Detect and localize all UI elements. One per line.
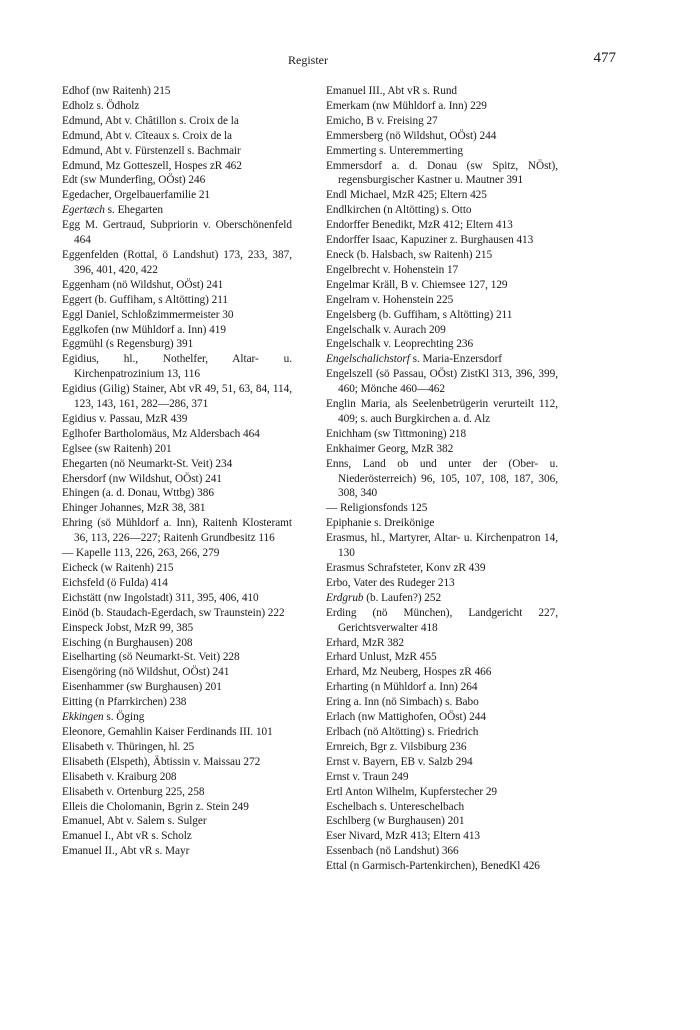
index-entry-text: Emanuel III., Abt vR s. Rund: [326, 85, 458, 97]
index-entry-text: Eggenfelden (Rottal, ö Landshut) 173, 233, 387, 396, 401, 420, 422: [62, 248, 292, 276]
index-entry-italic-term: Engelschalichstorf: [326, 353, 410, 366]
index-entry-text: Elleis die Cholomanin, Bgrin z. Stein 249: [62, 800, 249, 813]
index-entry-text: Eicheck (w Raitenh) 215: [62, 562, 174, 574]
index-entry-text: Ehring (sö Mühldorf a. Inn), Raitenh Klosteramt 36, 113, 226—227; Raitenh Grundbesitz 116: [62, 517, 292, 545]
index-entry: [326, 308, 558, 323]
index-entry: [326, 442, 558, 457]
index-entry: [62, 606, 292, 621]
index-entry-text: Egidius (Gilig) Stainer, Abt vR 49, 51, 63, 84, 114, 123, 143, 161, 282—286, 371: [62, 383, 292, 411]
index-entry: [326, 323, 558, 338]
index-entry-text: Eschelbach s. Untereschelbach: [326, 800, 465, 813]
index-entry: [326, 740, 558, 755]
index-entry: [62, 323, 292, 338]
index-entry-text: Enns, Land ob und unter der (Ober- u. Niederösterreich) 96, 105, 107, 108, 187, 306, 308, 340: [326, 457, 558, 500]
index-entry: [62, 308, 292, 323]
index-entry-text: Ehersdorf (nw Wildshut, OÖst) 241: [62, 472, 222, 485]
index-entry-text: Erasmus, hl., Martyrer, Altar- u. Kirchenpatron 14, 130: [326, 532, 558, 560]
index-entry-text: Elisabeth v. Kraiburg 208: [62, 770, 177, 783]
index-entry: [326, 844, 558, 859]
index-entry: [326, 159, 558, 189]
index-entry-text: Eschlberg (w Burghausen) 201: [326, 815, 465, 828]
index-entry: [62, 203, 292, 218]
index-entry-text: Ehegarten (nö Neumarkt-St. Veit) 234: [62, 457, 233, 470]
index-entry-text: Emanuel II., Abt vR s. Mayr: [62, 845, 190, 858]
index-entry: [62, 591, 292, 606]
index-entry: [326, 367, 558, 397]
index-entry: [326, 501, 558, 516]
index-entry: [62, 785, 292, 800]
index-entry-text: Eisenhammer (sw Burghausen) 201: [62, 681, 222, 694]
index-entry: [62, 84, 292, 99]
index-entry-italic-term: Egertæch: [62, 204, 105, 217]
index-entry-text: Eichstätt (nw Ingolstadt) 311, 395, 406, 410: [62, 591, 259, 604]
index-entry-text: s. Ehegarten: [104, 204, 163, 217]
index-entry: [326, 278, 558, 293]
index-entry: [62, 621, 292, 636]
index-entry: [326, 785, 558, 800]
page-number: 477: [593, 50, 616, 66]
index-entry: [62, 695, 292, 710]
index-entry-text: Eisching (n Burghausen) 208: [62, 636, 193, 649]
index-entry-text: Elisabeth v. Ortenburg 225, 258: [62, 785, 205, 798]
index-entry-text: Egedacher, Orgelbauerfamilie 21: [62, 189, 211, 202]
index-entry: [62, 293, 292, 308]
index-entry: [326, 203, 558, 218]
index-entry-text: Erlach (nw Mattighofen, OÖst) 244: [326, 711, 486, 724]
index-entry: [62, 173, 292, 188]
index-entry: [62, 576, 292, 591]
index-entry: [62, 561, 292, 576]
index-entry-text: Enichham (sw Tittmoning) 218: [326, 427, 467, 440]
index-entry-text: Erharting (n Mühldorf a. Inn) 264: [326, 681, 478, 694]
index-entry: [326, 591, 558, 606]
index-entry: [326, 248, 558, 263]
index-entry-text: Ernst v. Bayern, EB v. Salzb 294: [326, 755, 473, 768]
index-entry: [62, 159, 292, 174]
index-entry-text: Engelschalk v. Leoprechting 236: [326, 338, 474, 351]
index-entry-text: Einspeck Jobst, MzR 99, 385: [62, 621, 194, 634]
index-entry: [62, 188, 292, 203]
index-entry-text: Ettal (n Garmisch-Partenkirchen), BenedKl 426: [326, 860, 540, 873]
index-entry: [62, 382, 292, 412]
index-entry-text: Engelszell (sö Passau, OÖst) ZistKl 313, 396, 399, 460; Mönche 460—462: [326, 368, 558, 396]
index-entry: [326, 516, 558, 531]
index-entry-text: Eglhofer Bartholomäus, Mz Aldersbach 464: [62, 427, 260, 440]
index-entry-text: (b. Laufen?) 252: [363, 591, 442, 604]
index-entry-text: Endorffer Benedikt, MzR 412; Eltern 413: [326, 219, 513, 232]
index-entry: [62, 472, 292, 487]
index-entry: [62, 129, 292, 144]
index-entry-text: Edmund, Abt v. Châtillon s. Croix de la: [62, 114, 239, 127]
index-entry: [62, 486, 292, 501]
index-entry-text: Eggenham (nö Wildshut, OÖst) 241: [62, 278, 224, 291]
index-entry-text: Enkhaimer Georg, MzR 382: [326, 442, 454, 455]
index-entry-text: Edmund, Mz Gotteszell, Hospes zR 462: [62, 159, 242, 172]
index-entry: [62, 248, 292, 278]
index-entry-text: Emicho, B v. Freising 27: [326, 114, 438, 127]
index-entry: [62, 665, 292, 680]
index-entry: [62, 427, 292, 442]
index-entry-text: Ering a. Inn (nö Simbach) s. Babo: [326, 696, 479, 709]
index-entry-text: Emanuel, Abt v. Salem s. Sulger: [62, 815, 207, 828]
index-entry: [326, 397, 558, 427]
index-entry: [326, 233, 558, 248]
index-entry: [326, 755, 558, 770]
index-entry-text: Egg M. Gertraud, Subpriorin v. Oberschönenfeld 464: [62, 219, 292, 247]
index-entry: [62, 442, 292, 457]
index-entry-text: Erlbach (nö Altötting) s. Friedrich: [326, 725, 479, 738]
index-entry: [326, 218, 558, 233]
index-entry: [326, 84, 558, 99]
index-entry: [326, 606, 558, 636]
index-entry-text: Eleonore, Gemahlin Kaiser Ferdinands III. 101: [62, 725, 273, 738]
index-entry-text: Engelmar Kräll, B v. Chiemsee 127, 129: [326, 278, 508, 291]
index-entry: [62, 114, 292, 129]
index-entry-text: Erbo, Vater des Rudeger 213: [326, 576, 455, 589]
index-entry: [62, 636, 292, 651]
index-entry: [62, 218, 292, 248]
index-entry-text: Edmund, Abt v. Fürstenzell s. Bachmair: [62, 144, 241, 157]
index-entry: [326, 695, 558, 710]
index-entry: [326, 337, 558, 352]
index-entry: [326, 576, 558, 591]
index-entry: [326, 263, 558, 278]
index-entry-text: Eglsee (sw Raitenh) 201: [62, 442, 172, 455]
index-entry-text: Einöd (b. Staudach-Egerdach, sw Traunstein) 222: [62, 606, 285, 619]
index-entry-text: Engelschalk v. Aurach 209: [326, 323, 446, 336]
index-entry: [326, 710, 558, 725]
index-entry: [326, 352, 558, 367]
index-entry: [62, 352, 292, 382]
index-entry-text: Edt (sw Munderfing, OÖst) 246: [62, 174, 206, 187]
index-entry: [326, 114, 558, 129]
index-entry-text: Epiphanie s. Dreikönige: [326, 517, 435, 530]
index-entry-italic-term: Erdgrub: [326, 591, 364, 604]
index-entry-text: Essenbach (nö Landshut) 366: [326, 845, 459, 858]
index-entry-text: Egglkofen (nw Mühldorf a. Inn) 419: [62, 323, 226, 336]
index-entry-text: Edmund, Abt v. Cîteaux s. Croix de la: [62, 129, 232, 142]
index-entry: [62, 814, 292, 829]
index-entry: [62, 710, 292, 725]
index-entry-text: Erhard Unlust, MzR 455: [326, 651, 437, 664]
index-entry: [326, 99, 558, 114]
index-entry: [62, 516, 292, 546]
index-entry-text: Engelram v. Hohenstein 225: [326, 293, 454, 306]
index-entry-text: Elisabeth v. Thüringen, hl. 25: [62, 740, 195, 753]
index-entry-italic-term: Ekkingen: [62, 711, 104, 724]
index-entry-text: Ehinger Johannes, MzR 38, 381: [62, 502, 206, 515]
index-entry-text: Emmersberg (nö Wildshut, OÖst) 244: [326, 129, 497, 142]
index-entry: [62, 829, 292, 844]
index-entry-text: Eggert (b. Guffiham, s Altötting) 211: [62, 293, 229, 306]
index-entry: [62, 412, 292, 427]
index-entry: [326, 650, 558, 665]
index-entry: [62, 680, 292, 695]
index-entry: [62, 278, 292, 293]
index-entry-text: Emmersdorf a. d. Donau (sw Spitz, NÖst), regensburgischer Kastner u. Mautner 391: [326, 159, 558, 187]
index-entry: [62, 144, 292, 159]
index-entry: [62, 457, 292, 472]
index-entry: [326, 531, 558, 561]
index-entry: [326, 665, 558, 680]
index-entry: [326, 144, 558, 159]
index-entry-text: Emerkam (nw Mühldorf a. Inn) 229: [326, 99, 487, 112]
index-entry-text: Eggl Daniel, Schloßzimmermeister 30: [62, 308, 234, 321]
index-entry: [62, 725, 292, 740]
index-entry: [62, 337, 292, 352]
running-title: Register: [288, 53, 328, 67]
index-entry: [326, 129, 558, 144]
index-entry-text: Emanuel I., Abt vR s. Scholz: [62, 830, 192, 843]
index-entry: [62, 740, 292, 755]
index-entry: [326, 725, 558, 740]
index-entry: [326, 188, 558, 203]
index-entry: [326, 636, 558, 651]
index-entry-text: s. Öging: [103, 711, 145, 724]
index-entry: [62, 755, 292, 770]
running-head: [0, 50, 700, 70]
index-entry: [62, 501, 292, 516]
index-entry-text: Engelbrecht v. Hohenstein 17: [326, 263, 459, 276]
index-entry: [326, 800, 558, 815]
index-entry-text: Eitting (n Pfarrkirchen) 238: [62, 696, 187, 709]
index-entry: [62, 650, 292, 665]
index-entry-text: Ertl Anton Wilhelm, Kupferstecher 29: [326, 785, 498, 798]
index-entry-text: Eichsfeld (ö Fulda) 414: [62, 576, 168, 589]
index-entry: [326, 293, 558, 308]
index-entry-text: Ernreich, Bgr z. Vilsbiburg 236: [326, 740, 467, 753]
index-entry-text: s. Maria-Enzersdorf: [409, 353, 502, 366]
index-entry-text: Eneck (b. Halsbach, sw Raitenh) 215: [326, 248, 493, 261]
index-entry-text: Ehingen (a. d. Donau, Wttbg) 386: [62, 487, 214, 500]
index-entry-text: Erding (nö München), Landgericht 227, Gerichtsverwalter 418: [326, 606, 558, 634]
index-entry: [326, 814, 558, 829]
index-entry-text: Edholz s. Ödholz: [62, 99, 140, 112]
index-column-left: [62, 84, 292, 859]
index-entry-text: Egidius v. Passau, MzR 439: [62, 412, 188, 425]
index-entry-text: Ernst v. Traun 249: [326, 770, 409, 783]
index-entry-text: Endlkirchen (n Altötting) s. Otto: [326, 204, 472, 217]
index-entry: [62, 800, 292, 815]
index-entry-text: Elisabeth (Elspeth), Äbtissin v. Maissau 272: [62, 755, 261, 768]
index-entry-text: Erasmus Schrafsteter, Konv zR 439: [326, 562, 486, 574]
index-entry: [326, 829, 558, 844]
index-entry: [326, 427, 558, 442]
index-entry-text: Egidius, hl., Nothelfer, Altar- u. Kirchenpatrozinium 13, 116: [62, 353, 292, 381]
index-entry: [62, 844, 292, 859]
index-entry-text: Erhard, MzR 382: [326, 636, 404, 649]
index-entry: [326, 457, 558, 502]
index-entry: [62, 770, 292, 785]
index-entry-text: Eser Nivard, MzR 413; Eltern 413: [326, 830, 481, 843]
index-entry-text: Eggmühl (s Regensburg) 391: [62, 338, 194, 351]
index-entry: [62, 546, 292, 561]
index-entry-text: Endl Michael, MzR 425; Eltern 425: [326, 189, 487, 202]
index-entry: [62, 99, 292, 114]
index-entry: [326, 859, 558, 874]
index-entry-text: Erhard, Mz Neuberg, Hospes zR 466: [326, 666, 492, 679]
index-entry-text: — Religionsfonds 125: [326, 502, 428, 515]
index-entry-text: Endorffer Isaac, Kapuziner z. Burghausen 413: [326, 234, 534, 247]
index-entry-text: Englin Maria, als Seelenbetrügerin verurteilt 112, 409; s. auch Burgkirchen a. d. Alz: [326, 398, 558, 425]
index-column-right: [326, 84, 558, 874]
index-entry-text: Eisengöring (nö Wildshut, OÖst) 241: [62, 666, 230, 679]
index-entry-text: Eiselharting (sö Neumarkt-St. Veit) 228: [62, 651, 240, 664]
index-entry: [326, 770, 558, 785]
index-entry-text: Emmerting s. Unteremmerting: [326, 144, 464, 157]
index-entry: [326, 561, 558, 576]
index-entry: [326, 680, 558, 695]
index-entry-text: Edhof (nw Raitenh) 215: [62, 85, 171, 97]
index-entry-text: Engelsberg (b. Guffiham, s Altötting) 211: [326, 308, 513, 321]
index-entry-text: — Kapelle 113, 226, 263, 266, 279: [62, 547, 220, 560]
